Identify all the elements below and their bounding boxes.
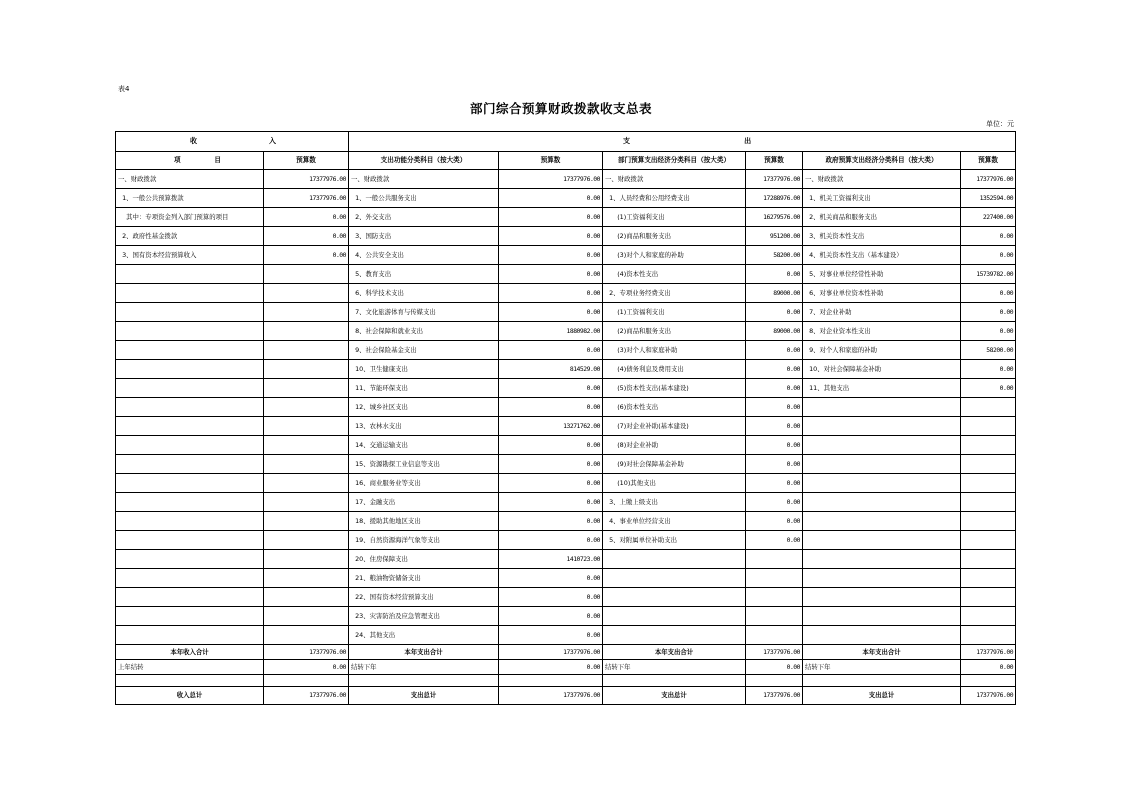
blank-cell (499, 675, 603, 687)
gov-econ-budget-cell (961, 493, 1016, 512)
dept-econ-budget-cell: 0.00 (746, 436, 803, 455)
gov-econ-budget-cell: 0.00 (961, 227, 1016, 246)
dept-econ-item-cell: (3)对个人和家庭补助 (603, 341, 746, 360)
gov-econ-item-cell: 7、对企业补助 (803, 303, 961, 322)
func-item-cell: 21、粮油物资储备支出 (349, 569, 499, 588)
income-item-cell (116, 284, 264, 303)
dept-econ-budget-cell: 0.00 (746, 493, 803, 512)
income-budget-cell: 17377976.00 (264, 170, 349, 189)
income-item-cell: 一、财政拨款 (116, 170, 264, 189)
table-row (116, 531, 1016, 550)
dept-econ-item-cell: 2、专项业务经费支出 (603, 284, 746, 303)
col-header-budget-4: 预算数 (961, 152, 1016, 170)
dept-econ-budget-cell: 58200.00 (746, 246, 803, 265)
expense-section-header (349, 132, 1016, 152)
dept-econ-budget-cell: 89000.00 (746, 284, 803, 303)
gov-econ-budget-cell (961, 550, 1016, 569)
income-budget-cell (264, 531, 349, 550)
func-item-cell: 20、住房保障支出 (349, 550, 499, 569)
dept-econ-item-cell: 1、人员经费和公用经费支出 (603, 189, 746, 208)
blank-cell (116, 675, 264, 687)
col-header-budget-3: 预算数 (746, 152, 803, 170)
gov-econ-budget-cell: 0.00 (961, 246, 1016, 265)
income-item-cell (116, 474, 264, 493)
income-item-cell (116, 436, 264, 455)
income-budget-cell (264, 417, 349, 436)
blank-row (116, 675, 1016, 687)
grand-total-exp3-value: 17377976.00 (961, 687, 1016, 705)
dept-econ-budget-cell: 0.00 (746, 531, 803, 550)
gov-econ-item-cell: 5、对事业单位经常性补助 (803, 265, 961, 284)
col-header-item-char-2: 目 (214, 156, 221, 164)
dept-econ-budget-cell (746, 588, 803, 607)
func-item-cell: 13、农林水支出 (349, 417, 499, 436)
table-row (116, 379, 1016, 398)
dept-econ-item-cell (603, 550, 746, 569)
gov-econ-budget-cell (961, 607, 1016, 626)
dept-econ-budget-cell: 0.00 (746, 455, 803, 474)
col-header-budget-1: 预算数 (264, 152, 349, 170)
dept-econ-item-cell: (4)债务利息及费用支出 (603, 360, 746, 379)
func-budget-cell: 0.00 (499, 455, 603, 474)
gov-econ-budget-cell: 15739782.00 (961, 265, 1016, 284)
table-row (116, 588, 1016, 607)
gov-econ-budget-cell (961, 398, 1016, 417)
carry-row (116, 660, 1016, 675)
func-item-cell: 5、教育支出 (349, 265, 499, 284)
func-budget-cell: 0.00 (499, 588, 603, 607)
carry-exp3-value: 0.00 (961, 660, 1016, 675)
blank-cell (803, 675, 961, 687)
dept-econ-budget-cell (746, 550, 803, 569)
gov-econ-budget-cell (961, 417, 1016, 436)
table-row (116, 360, 1016, 379)
gov-econ-item-cell (803, 512, 961, 531)
func-budget-cell: 814529.00 (499, 360, 603, 379)
year-total-income-label: 本年收入合计 (116, 645, 264, 660)
dept-econ-budget-cell: 16279576.00 (746, 208, 803, 227)
income-item-cell (116, 417, 264, 436)
gov-econ-item-cell: 3、机关资本性支出 (803, 227, 961, 246)
dept-econ-budget-cell: 0.00 (746, 512, 803, 531)
table-row (116, 455, 1016, 474)
income-header-char-2: 入 (269, 137, 276, 145)
gov-econ-budget-cell: 17377976.00 (961, 170, 1016, 189)
dept-econ-budget-cell: 0.00 (746, 379, 803, 398)
income-budget-cell (264, 284, 349, 303)
blank-cell (264, 675, 349, 687)
gov-econ-item-cell (803, 531, 961, 550)
func-budget-cell: 13271762.00 (499, 417, 603, 436)
gov-econ-item-cell (803, 550, 961, 569)
table-row (116, 512, 1016, 531)
budget-table (115, 131, 1016, 705)
blank-cell (349, 675, 499, 687)
table-row (116, 417, 1016, 436)
year-total-exp1-label: 本年支出合计 (349, 645, 499, 660)
table-row (116, 227, 1016, 246)
income-item-cell (116, 493, 264, 512)
blank-cell (961, 675, 1016, 687)
gov-econ-item-cell (803, 417, 961, 436)
func-item-cell: 一、财政拨款 (349, 170, 499, 189)
func-budget-cell: 0.00 (499, 398, 603, 417)
blank-cell (746, 675, 803, 687)
dept-econ-item-cell (603, 569, 746, 588)
table-row (116, 626, 1016, 645)
income-section-header (116, 132, 349, 152)
func-budget-cell: 0.00 (499, 208, 603, 227)
table-row (116, 398, 1016, 417)
carry-exp2-value: 0.00 (746, 660, 803, 675)
func-budget-cell: 1410723.00 (499, 550, 603, 569)
year-total-exp2-value: 17377976.00 (746, 645, 803, 660)
gov-econ-budget-cell (961, 436, 1016, 455)
dept-econ-item-cell: (5)资本性支出(基本建设) (603, 379, 746, 398)
income-item-cell (116, 550, 264, 569)
income-item-cell (116, 341, 264, 360)
gov-econ-budget-cell: 0.00 (961, 322, 1016, 341)
func-item-cell: 7、文化旅游体育与传媒支出 (349, 303, 499, 322)
func-budget-cell: 1880982.00 (499, 322, 603, 341)
dept-econ-item-cell: (3)对个人和家庭的补助 (603, 246, 746, 265)
dept-econ-item-cell: (1)工资福利支出 (603, 303, 746, 322)
year-total-exp2-label: 本年支出合计 (603, 645, 746, 660)
income-budget-cell (264, 607, 349, 626)
func-item-cell: 8、社会保障和就业支出 (349, 322, 499, 341)
income-budget-cell: 0.00 (264, 227, 349, 246)
dept-econ-budget-cell: 17288976.00 (746, 189, 803, 208)
gov-econ-budget-cell: 227400.00 (961, 208, 1016, 227)
dept-econ-budget-cell: 89000.00 (746, 322, 803, 341)
income-item-cell (116, 303, 264, 322)
dept-econ-item-cell (603, 607, 746, 626)
gov-econ-budget-cell (961, 569, 1016, 588)
dept-econ-item-cell: 4、事业单位经营支出 (603, 512, 746, 531)
gov-econ-budget-cell: 0.00 (961, 360, 1016, 379)
gov-econ-budget-cell (961, 588, 1016, 607)
grand-total-exp2-value: 17377976.00 (746, 687, 803, 705)
carry-income-value: 0.00 (264, 660, 349, 675)
gov-econ-item-cell: 8、对企业资本性支出 (803, 322, 961, 341)
income-budget-cell (264, 436, 349, 455)
func-item-cell: 6、科学技术支出 (349, 284, 499, 303)
func-budget-cell: 0.00 (499, 493, 603, 512)
col-header-func: 支出功能分类科目（按大类） (349, 152, 499, 170)
func-budget-cell: 0.00 (499, 474, 603, 493)
gov-econ-budget-cell (961, 531, 1016, 550)
gov-econ-budget-cell (961, 474, 1016, 493)
func-item-cell: 4、公共安全支出 (349, 246, 499, 265)
dept-econ-budget-cell: 0.00 (746, 360, 803, 379)
table-row (116, 303, 1016, 322)
gov-econ-item-cell (803, 607, 961, 626)
col-header-budget-2: 预算数 (499, 152, 603, 170)
func-budget-cell: 17377976.00 (499, 170, 603, 189)
income-budget-cell (264, 303, 349, 322)
gov-econ-item-cell: 一、财政拨款 (803, 170, 961, 189)
table-row (116, 265, 1016, 284)
income-budget-cell (264, 360, 349, 379)
top-header-row (116, 132, 1016, 152)
income-budget-cell (264, 474, 349, 493)
income-item-cell: 其中：专项资金列入部门预算的项目 (116, 208, 264, 227)
table-row (116, 569, 1016, 588)
income-item-cell: 1、一般公共预算拨款 (116, 189, 264, 208)
dept-econ-budget-cell (746, 626, 803, 645)
table-row (116, 474, 1016, 493)
gov-econ-item-cell (803, 569, 961, 588)
year-total-exp3-label: 本年支出合计 (803, 645, 961, 660)
func-item-cell: 11、节能环保支出 (349, 379, 499, 398)
func-budget-cell: 0.00 (499, 246, 603, 265)
income-item-cell (116, 607, 264, 626)
func-item-cell: 12、城乡社区支出 (349, 398, 499, 417)
dept-econ-budget-cell: 0.00 (746, 341, 803, 360)
dept-econ-budget-cell: 951200.00 (746, 227, 803, 246)
dept-econ-item-cell (603, 626, 746, 645)
func-item-cell: 17、金融支出 (349, 493, 499, 512)
func-item-cell: 14、交通运输支出 (349, 436, 499, 455)
dept-econ-item-cell: 一、财政拨款 (603, 170, 746, 189)
income-budget-cell (264, 512, 349, 531)
gov-econ-item-cell (803, 493, 961, 512)
func-item-cell: 22、国有资本经营预算支出 (349, 588, 499, 607)
income-header-char-1: 收 (190, 137, 197, 145)
col-header-item (116, 152, 264, 170)
func-budget-cell: 0.00 (499, 607, 603, 626)
func-budget-cell: 0.00 (499, 341, 603, 360)
dept-econ-item-cell: (2)商品和服务支出 (603, 227, 746, 246)
page-title: 部门综合预算财政拨款收支总表 (469, 101, 652, 116)
dept-econ-budget-cell: 17377976.00 (746, 170, 803, 189)
grand-total-income-label: 收入总计 (116, 687, 264, 705)
gov-econ-budget-cell (961, 512, 1016, 531)
income-item-cell (116, 265, 264, 284)
grand-total-income-value: 17377976.00 (264, 687, 349, 705)
func-budget-cell: 0.00 (499, 303, 603, 322)
table-row (116, 341, 1016, 360)
gov-econ-budget-cell: 0.00 (961, 379, 1016, 398)
gov-econ-budget-cell (961, 455, 1016, 474)
dept-econ-budget-cell: 0.00 (746, 417, 803, 436)
income-item-cell (116, 588, 264, 607)
income-budget-cell (264, 341, 349, 360)
income-budget-cell (264, 455, 349, 474)
func-item-cell: 16、商业服务业等支出 (349, 474, 499, 493)
income-budget-cell (264, 588, 349, 607)
func-item-cell: 15、资源勘探工业信息等支出 (349, 455, 499, 474)
income-budget-cell: 17377976.00 (264, 189, 349, 208)
income-item-cell: 3、国有资本经营预算收入 (116, 246, 264, 265)
dept-econ-item-cell: (9)对社会保障基金补助 (603, 455, 746, 474)
gov-econ-item-cell (803, 436, 961, 455)
col-header-gov-econ: 政府预算支出经济分类科目（按大类） (803, 152, 961, 170)
unit-label: 单位：元 (986, 120, 1014, 128)
income-item-cell (116, 322, 264, 341)
dept-econ-item-cell: (6)资本性支出 (603, 398, 746, 417)
grand-total-exp1-label: 支出总计 (349, 687, 499, 705)
func-item-cell: 23、灾害防治及应急管理支出 (349, 607, 499, 626)
col-header-item-char-1: 项 (174, 156, 181, 164)
income-budget-cell (264, 265, 349, 284)
year-total-exp1-value: 17377976.00 (499, 645, 603, 660)
func-item-cell: 9、社会保险基金支出 (349, 341, 499, 360)
func-item-cell: 3、国防支出 (349, 227, 499, 246)
table-row (116, 208, 1016, 227)
gov-econ-item-cell: 9、对个人和家庭的补助 (803, 341, 961, 360)
grand-total-exp3-label: 支出总计 (803, 687, 961, 705)
table-row (116, 189, 1016, 208)
dept-econ-item-cell: (4)资本性支出 (603, 265, 746, 284)
table-row (116, 322, 1016, 341)
dept-econ-item-cell: (7)对企业补助(基本建设) (603, 417, 746, 436)
func-item-cell: 1、一般公共服务支出 (349, 189, 499, 208)
table-number: 表4 (118, 85, 130, 93)
gov-econ-budget-cell: 0.00 (961, 303, 1016, 322)
gov-econ-item-cell: 6、对事业单位资本性补助 (803, 284, 961, 303)
func-item-cell: 2、外交支出 (349, 208, 499, 227)
dept-econ-item-cell: (1)工资福利支出 (603, 208, 746, 227)
gov-econ-item-cell (803, 398, 961, 417)
income-budget-cell (264, 626, 349, 645)
gov-econ-item-cell: 2、机关商品和服务支出 (803, 208, 961, 227)
gov-econ-budget-cell: 1352594.00 (961, 189, 1016, 208)
income-item-cell (116, 531, 264, 550)
blank-cell (603, 675, 746, 687)
func-budget-cell: 0.00 (499, 265, 603, 284)
func-item-cell: 19、自然资源海洋气象等支出 (349, 531, 499, 550)
income-budget-cell (264, 550, 349, 569)
income-item-cell (116, 569, 264, 588)
func-budget-cell: 0.00 (499, 626, 603, 645)
func-budget-cell: 0.00 (499, 569, 603, 588)
carry-exp2-label: 结转下年 (603, 660, 746, 675)
dept-econ-budget-cell: 0.00 (746, 265, 803, 284)
table-row (116, 493, 1016, 512)
col-header-dept-econ: 部门预算支出经济分类科目（按大类） (603, 152, 746, 170)
func-budget-cell: 0.00 (499, 379, 603, 398)
func-item-cell: 10、卫生健康支出 (349, 360, 499, 379)
income-budget-cell (264, 322, 349, 341)
year-total-row (116, 645, 1016, 660)
table-row (116, 284, 1016, 303)
dept-econ-budget-cell: 0.00 (746, 398, 803, 417)
gov-econ-item-cell: 4、机关资本性支出（基本建设） (803, 246, 961, 265)
table-row (116, 246, 1016, 265)
dept-econ-item-cell: 5、对附属单位补助支出 (603, 531, 746, 550)
gov-econ-item-cell: 1、机关工资福利支出 (803, 189, 961, 208)
income-item-cell (116, 398, 264, 417)
gov-econ-item-cell (803, 455, 961, 474)
income-budget-cell (264, 398, 349, 417)
gov-econ-item-cell: 10、对社会保障基金补助 (803, 360, 961, 379)
table-row (116, 550, 1016, 569)
dept-econ-budget-cell: 0.00 (746, 474, 803, 493)
dept-econ-budget-cell (746, 569, 803, 588)
gov-econ-item-cell (803, 626, 961, 645)
func-item-cell: 24、其他支出 (349, 626, 499, 645)
func-budget-cell: 0.00 (499, 436, 603, 455)
gov-econ-budget-cell: 0.00 (961, 284, 1016, 303)
func-budget-cell: 0.00 (499, 227, 603, 246)
income-item-cell (116, 360, 264, 379)
income-budget-cell: 0.00 (264, 208, 349, 227)
income-budget-cell: 0.00 (264, 246, 349, 265)
income-item-cell (116, 455, 264, 474)
income-item-cell: 2、政府性基金拨款 (116, 227, 264, 246)
dept-econ-budget-cell (746, 607, 803, 626)
carry-exp1-label: 结转下年 (349, 660, 499, 675)
table-row (116, 607, 1016, 626)
dept-econ-item-cell: (10)其他支出 (603, 474, 746, 493)
gov-econ-item-cell (803, 474, 961, 493)
carry-exp3-label: 结转下年 (803, 660, 961, 675)
gov-econ-budget-cell (961, 626, 1016, 645)
carry-exp1-value: 0.00 (499, 660, 603, 675)
func-budget-cell: 0.00 (499, 512, 603, 531)
dept-econ-item-cell: (8)对企业补助 (603, 436, 746, 455)
income-budget-cell (264, 493, 349, 512)
income-item-cell (116, 626, 264, 645)
dept-econ-item-cell: (2)商品和服务支出 (603, 322, 746, 341)
dept-econ-budget-cell: 0.00 (746, 303, 803, 322)
gov-econ-budget-cell: 58200.00 (961, 341, 1016, 360)
gov-econ-item-cell: 11、其他支出 (803, 379, 961, 398)
carry-income-label: 上年结转 (116, 660, 264, 675)
year-total-exp3-value: 17377976.00 (961, 645, 1016, 660)
gov-econ-item-cell (803, 588, 961, 607)
grand-total-row (116, 687, 1016, 705)
dept-econ-item-cell: 3、上缴上级支出 (603, 493, 746, 512)
expense-header-char-1: 支 (623, 137, 630, 145)
grand-total-exp2-label: 支出总计 (603, 687, 746, 705)
income-budget-cell (264, 379, 349, 398)
income-item-cell (116, 379, 264, 398)
table-row (116, 170, 1016, 189)
grand-total-exp1-value: 17377976.00 (499, 687, 603, 705)
income-budget-cell (264, 569, 349, 588)
year-total-income-value: 17377976.00 (264, 645, 349, 660)
func-item-cell: 18、援助其他地区支出 (349, 512, 499, 531)
dept-econ-item-cell (603, 588, 746, 607)
table-row (116, 436, 1016, 455)
income-item-cell (116, 512, 264, 531)
func-budget-cell: 0.00 (499, 284, 603, 303)
func-budget-cell: 0.00 (499, 531, 603, 550)
column-header-row (116, 152, 1016, 170)
expense-header-char-2: 出 (744, 137, 752, 145)
func-budget-cell: 0.00 (499, 189, 603, 208)
